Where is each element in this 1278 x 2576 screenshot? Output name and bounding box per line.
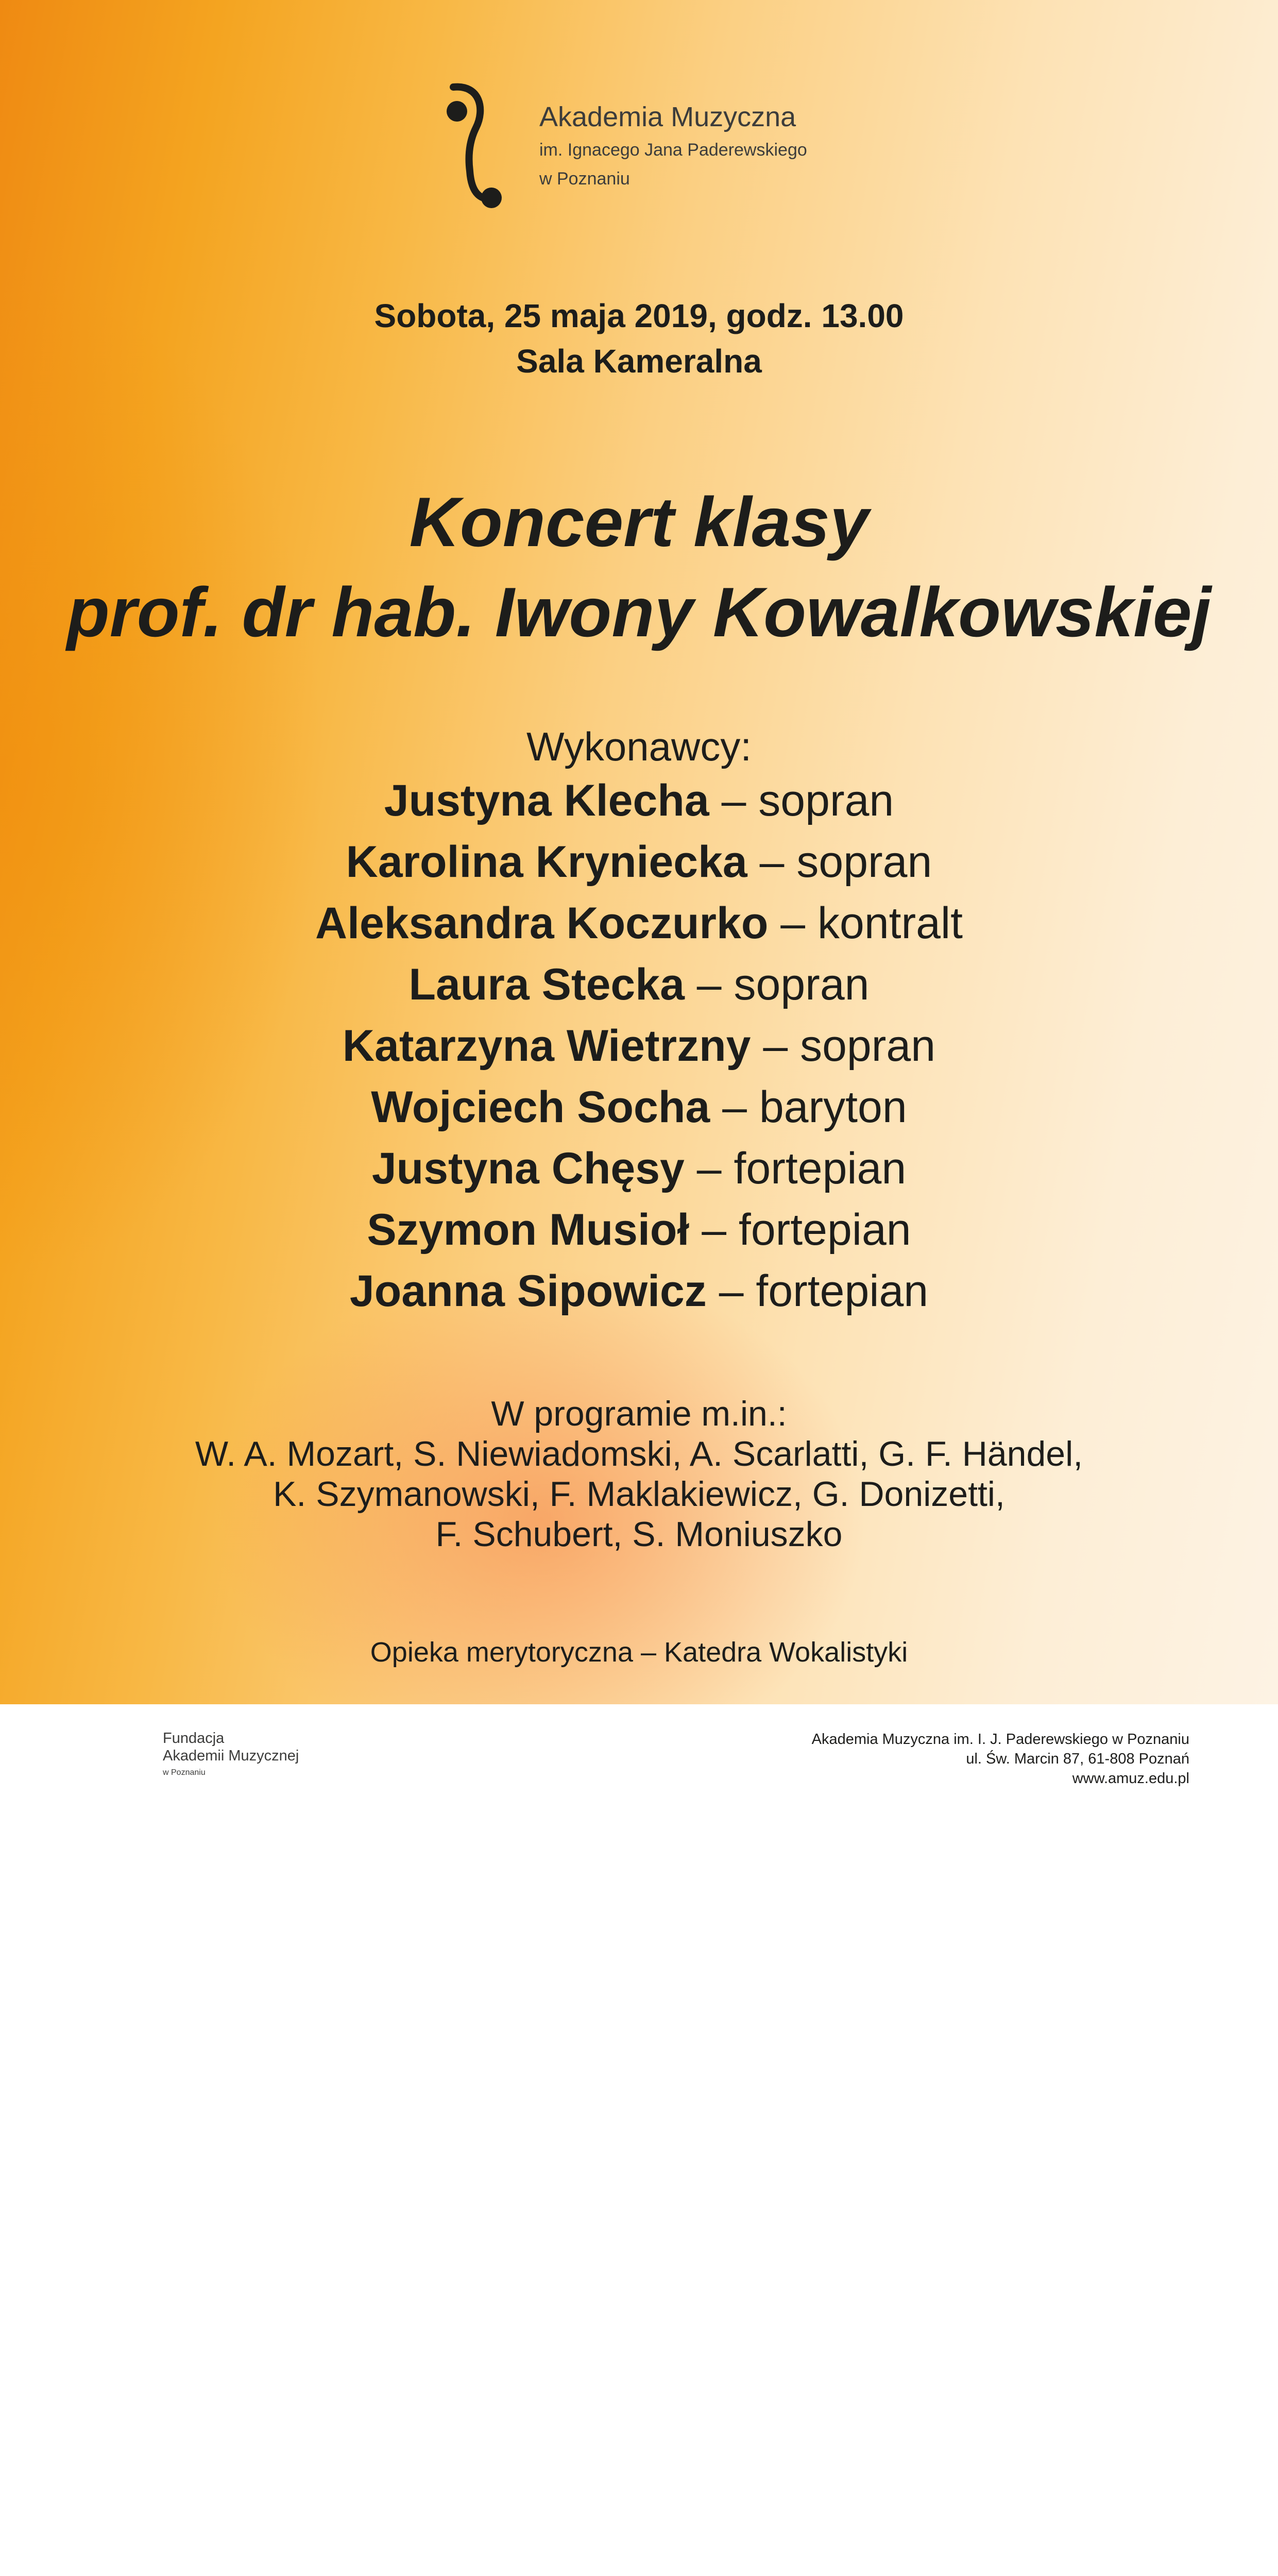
performer-name: Aleksandra Koczurko	[315, 899, 769, 948]
performer-line	[0, 1205, 1278, 1256]
performer-line	[0, 898, 1278, 949]
performer-name: Wojciech Socha	[371, 1082, 710, 1132]
institution-city: w Poznaniu	[539, 169, 630, 189]
performer-line	[0, 775, 1278, 826]
performer-name: Laura Stecka	[408, 960, 685, 1009]
performer-role: – sopran	[684, 960, 870, 1009]
performer-role: – sopran	[751, 1021, 936, 1071]
concert-title-professor: prof. dr hab. Iwony Kowalkowskiej	[66, 573, 1212, 651]
event-venue: Sala Kameralna	[516, 343, 762, 380]
address-website: www.amuz.edu.pl	[1072, 1770, 1189, 1787]
event-date-time: Sobota, 25 maja 2019, godz. 13.00	[374, 297, 904, 334]
performer-line	[0, 959, 1278, 1010]
performer-name: Katarzyna Wietrzny	[342, 1021, 751, 1071]
performer-role: – kontralt	[768, 899, 963, 948]
institution-name: Akademia Muzyczna	[539, 101, 796, 132]
performer-role: – sopran	[709, 776, 894, 825]
performer-line	[0, 1021, 1278, 1072]
program-heading: W programie m.in.:	[491, 1394, 787, 1433]
performers-heading: Wykonawcy:	[526, 724, 752, 769]
foundation-name-line2: Akademii Muzycznej	[163, 1748, 299, 1764]
performer-role: – sopran	[747, 837, 932, 887]
performer-line	[0, 1143, 1278, 1194]
footer	[0, 1704, 1278, 1807]
foundation-name-line1: Fundacja	[163, 1730, 225, 1747]
performer-line	[0, 837, 1278, 888]
performer-role: – fortepian	[684, 1144, 907, 1193]
performer-role: – fortepian	[689, 1205, 911, 1255]
performer-name: Szymon Musioł	[367, 1205, 690, 1255]
performer-line	[0, 1266, 1278, 1317]
performer-role: – fortepian	[706, 1266, 929, 1316]
music-note-logo-icon	[438, 82, 515, 211]
program-line: W. A. Mozart, S. Niewiadomski, A. Scarlatti, G. F. Händel,	[195, 1434, 1083, 1473]
program-line: K. Szymanowski, F. Maklakiewicz, G. Donizetti,	[273, 1475, 1005, 1514]
foundation-city: w Poznaniu	[163, 1768, 206, 1777]
performer-name: Karolina Kryniecka	[346, 837, 747, 887]
concert-title: Koncert klasy	[409, 483, 869, 561]
performer-name: Joanna Sipowicz	[349, 1266, 707, 1316]
address-institution: Akademia Muzyczna im. I. J. Paderewskiego w Poznaniu	[811, 1731, 1189, 1748]
performer-line	[0, 1082, 1278, 1133]
performer-name: Justyna Chęsy	[371, 1144, 685, 1193]
program-line: F. Schubert, S. Moniuszko	[435, 1515, 843, 1554]
institution-patron: im. Ignacego Jana Paderewskiego	[539, 140, 807, 160]
performer-name: Justyna Klecha	[384, 776, 709, 825]
academic-supervision: Opieka merytoryczna – Katedra Wokalistyki	[370, 1637, 908, 1668]
performer-role: – baryton	[710, 1082, 907, 1132]
address-street: ul. Św. Marcin 87, 61-808 Poznań	[966, 1751, 1189, 1767]
